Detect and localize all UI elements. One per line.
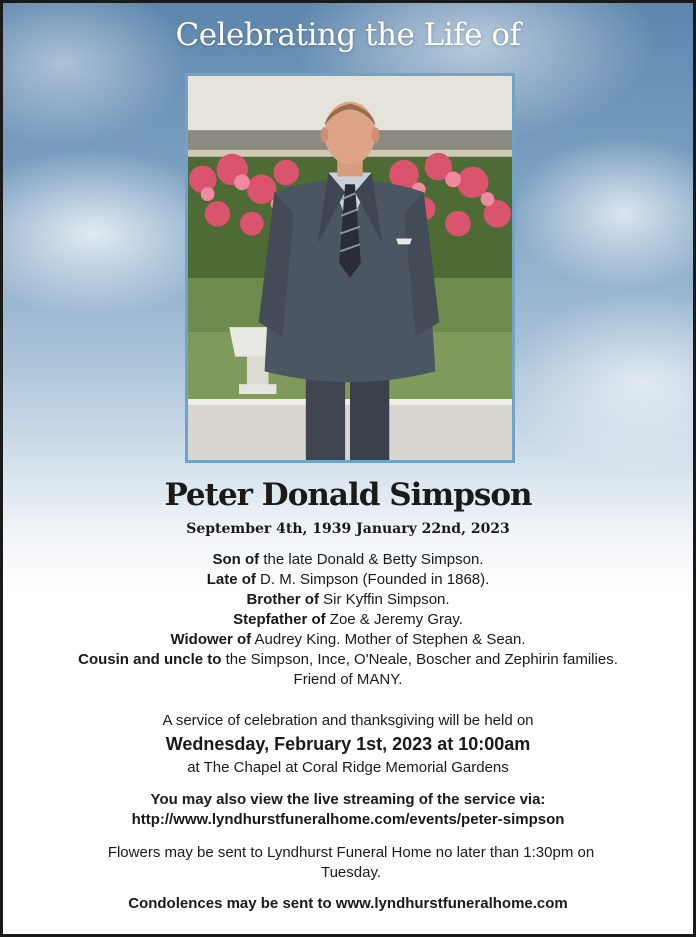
family-list bbox=[3, 550, 693, 690]
deceased-name: Peter Donald Simpson bbox=[164, 477, 532, 513]
headline: Celebrating the Life of bbox=[175, 17, 521, 53]
family-line bbox=[3, 590, 693, 610]
family-line-label: Late of bbox=[206, 571, 256, 588]
family-line-text: Friend of MANY. bbox=[293, 671, 403, 688]
family-line bbox=[3, 670, 693, 690]
family-line-text: Zoe & Jeremy Gray. bbox=[325, 611, 463, 628]
family-line-label: Widower of bbox=[170, 631, 252, 648]
streaming-intro: You may also view the live streaming of the service via: bbox=[150, 791, 546, 808]
family-line-label: Stepfather of bbox=[233, 611, 326, 628]
flowers-note: Flowers may be sent to Lyndhurst Funeral Home no later than 1:30pm on Tuesday. bbox=[107, 844, 595, 881]
streaming-link[interactable]: http://www.lyndhurstfuneralhome.com/events/peter-simpson bbox=[131, 811, 565, 828]
family-line bbox=[3, 570, 693, 590]
family-line-text: Audrey King. Mother of Stephen & Sean. bbox=[251, 631, 526, 648]
family-line-text: D. M. Simpson (Founded in 1868). bbox=[255, 571, 490, 588]
family-line-label: Brother of bbox=[246, 591, 319, 608]
family-line-text: Sir Kyffin Simpson. bbox=[318, 591, 450, 608]
family-line bbox=[3, 630, 693, 650]
portrait-photo bbox=[185, 73, 515, 463]
service-intro: A service of celebration and thanksgiving will be held on bbox=[162, 712, 534, 729]
family-line-text: the Simpson, Ince, O'Neale, Boscher and Zephirin families. bbox=[221, 651, 618, 668]
family-line-text: the late Donald & Betty Simpson. bbox=[259, 551, 484, 568]
family-line bbox=[3, 550, 693, 570]
family-line bbox=[3, 610, 693, 630]
condolences-note: Condolences may be sent to www.lyndhurstfuneralhome.com bbox=[128, 895, 568, 912]
life-dates: September 4th, 1939 January 22nd, 2023 bbox=[186, 521, 510, 537]
family-line bbox=[3, 650, 693, 670]
service-location: at The Chapel at Coral Ridge Memorial Gardens bbox=[187, 759, 509, 776]
portrait-illustration bbox=[188, 76, 512, 460]
service-datetime: Wednesday, February 1st, 2023 at 10:00am bbox=[165, 734, 531, 754]
family-line-label: Son of bbox=[212, 551, 260, 568]
family-line-label: Cousin and uncle to bbox=[78, 651, 222, 668]
